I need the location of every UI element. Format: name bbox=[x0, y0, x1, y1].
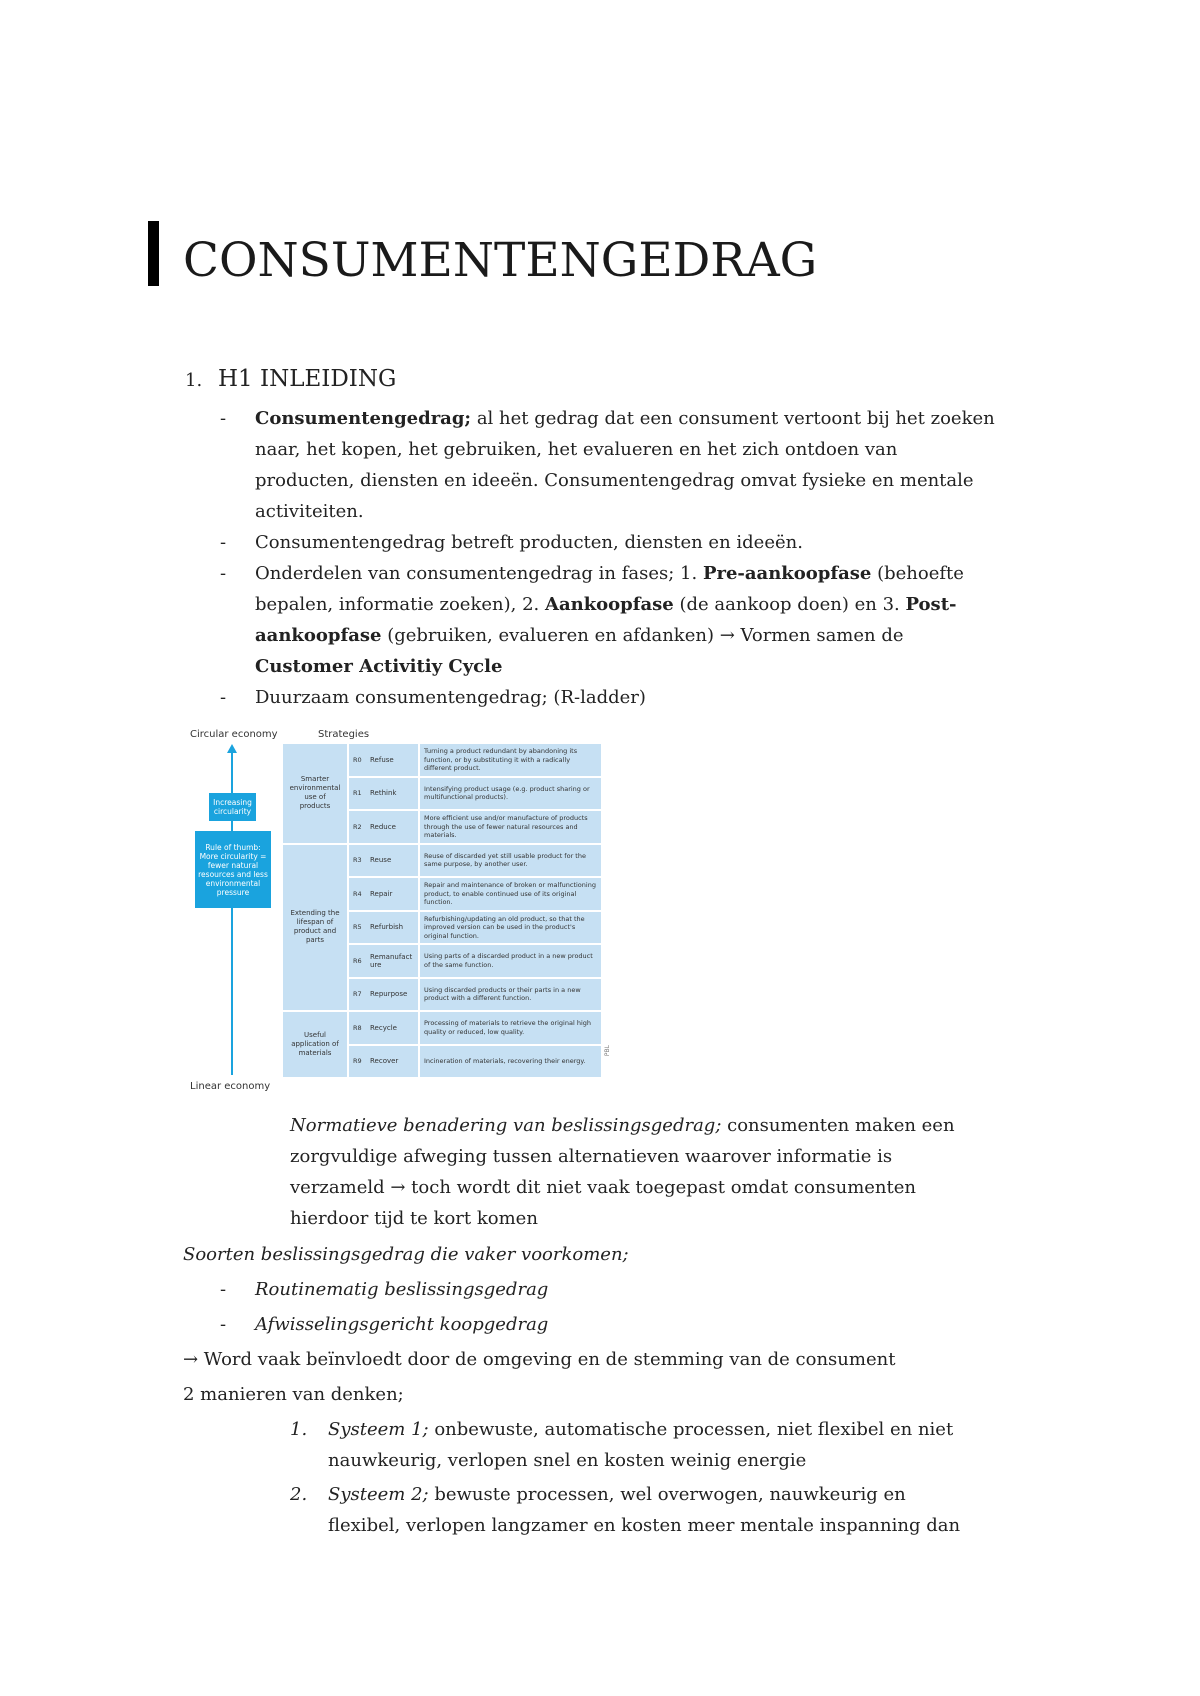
strategy-cell bbox=[349, 945, 418, 977]
strategy-cell bbox=[349, 1012, 418, 1044]
system-2-line-2: flexibel, verlopen langzamer en kosten meer mentale inspanning dan bbox=[328, 1515, 961, 1536]
strategy-code: R4 bbox=[353, 889, 362, 898]
strategy-code: R0 bbox=[353, 755, 362, 764]
group-smarter-use: Smarter environmental use of products bbox=[283, 744, 347, 843]
strategy-code: R5 bbox=[353, 923, 362, 932]
term-consumentengedrag: Consumentengedrag; bbox=[255, 408, 472, 429]
bullet-marker: - bbox=[220, 408, 227, 429]
system-1-line-1 bbox=[328, 1414, 953, 1445]
strategy-description: Reuse of discarded yet still usable product for the same purpose, by another user. bbox=[420, 845, 601, 877]
strategy-name: Recycle bbox=[370, 1023, 397, 1032]
figure-source-label: PBL bbox=[604, 1045, 611, 1057]
strategies-header: Strategies bbox=[318, 729, 370, 740]
influence-note: → Word vaak beïnvloedt door de omgeving en de stemming van de consument bbox=[183, 1349, 896, 1370]
strategy-name: Reuse bbox=[370, 856, 392, 865]
bullet-4-line-1: Duurzaam consumentengedrag; (R-ladder) bbox=[255, 687, 646, 708]
list-number: 1. bbox=[290, 1419, 308, 1440]
strategy-name: Recover bbox=[370, 1057, 399, 1066]
normative-line-4: hierdoor tijd te kort komen bbox=[290, 1208, 538, 1229]
strategy-description: Processing of materials to retrieve the original high quality or reduced, low quality. bbox=[420, 1012, 601, 1044]
increasing-circularity-box: Increasing circularity bbox=[209, 793, 256, 821]
decision-type-item: Afwisselingsgericht koopgedrag bbox=[255, 1314, 549, 1335]
system-2-text: bewuste processen, wel overwogen, nauwkeurig en bbox=[428, 1484, 906, 1505]
decision-type-item: Routinematig beslissingsgedrag bbox=[255, 1279, 549, 1300]
strategy-description: More efficient use and/or manufacture of products through the use of fewer natural resources and materials. bbox=[420, 811, 601, 843]
normative-line-2: zorgvuldige afweging tussen alternatieven waarover informatie is bbox=[290, 1146, 893, 1167]
strategy-code: R2 bbox=[353, 822, 362, 831]
strategy-name: Repurpose bbox=[370, 990, 408, 999]
phase-aankoop-desc: (de aankoop doen) en 3. bbox=[673, 594, 906, 615]
normative-term: Normatieve benadering van beslissingsgedrag; bbox=[290, 1115, 722, 1136]
phase-text: bepalen, informatie zoeken), 2. bbox=[255, 594, 545, 615]
phase-post-aankoop-desc: (gebruiken, evalueren en afdanken) → Vormen samen de bbox=[381, 625, 904, 646]
bullet-2-line-1: Consumentengedrag betreft producten, diensten en ideeën. bbox=[255, 532, 803, 553]
strategy-cell bbox=[349, 744, 418, 776]
section-title: H1 INLEIDING bbox=[218, 366, 397, 392]
group-extending-lifespan: Extending the lifespan of product and parts bbox=[283, 845, 347, 1011]
strategy-name: Rethink bbox=[370, 789, 397, 798]
r-ladder-table bbox=[283, 744, 601, 1077]
strategy-cell bbox=[349, 912, 418, 944]
circular-economy-label: Circular economy bbox=[190, 729, 278, 740]
strategy-cell bbox=[349, 845, 418, 877]
section-number: 1. bbox=[185, 370, 203, 391]
rule-of-thumb-box: Rule of thumb: More circularity = fewer natural resources and less environmental pressure bbox=[195, 831, 271, 908]
strategy-name: Repair bbox=[370, 889, 393, 898]
strategy-cell bbox=[349, 979, 418, 1011]
strategy-name: Remanufacture bbox=[370, 952, 413, 969]
title-accent-bar bbox=[148, 221, 159, 286]
thinking-heading: 2 manieren van denken; bbox=[183, 1384, 404, 1405]
strategy-cell bbox=[349, 778, 418, 810]
strategy-description: Incineration of materials, recovering their energy. bbox=[420, 1046, 601, 1078]
linear-economy-label: Linear economy bbox=[190, 1081, 271, 1092]
strategy-code: R8 bbox=[353, 1023, 362, 1032]
list-number: 2. bbox=[290, 1484, 308, 1505]
bullet-3-line-1 bbox=[255, 558, 964, 589]
system-1-line-2: nauwkeurig, verlopen snel en kosten weinig energie bbox=[328, 1450, 807, 1471]
group-useful-application: Useful application of materials bbox=[283, 1012, 347, 1077]
arrow-up-icon bbox=[227, 744, 237, 753]
strategy-code: R3 bbox=[353, 856, 362, 865]
bullet-marker: - bbox=[220, 1279, 227, 1300]
phase-pre-aankoop: Pre-aankoopfase bbox=[702, 563, 872, 584]
definition-text: al het gedrag dat een consument vertoont bij het zoeken bbox=[471, 408, 995, 429]
system-1-text: onbewuste, automatische processen, niet flexibel en niet bbox=[428, 1419, 954, 1440]
system-2-term: Systeem 2; bbox=[328, 1484, 429, 1505]
strategy-description: Using parts of a discarded product in a new product of the same function. bbox=[420, 945, 601, 977]
strategy-description: Repair and maintenance of broken or malfunctioning product, to enable continued use of its original function. bbox=[420, 878, 601, 910]
bullet-1-line-4: activiteiten. bbox=[255, 501, 364, 522]
strategy-name: Refuse bbox=[370, 755, 394, 764]
strategy-cell bbox=[349, 1046, 418, 1078]
customer-activity-cycle: Customer Activitiy Cycle bbox=[255, 656, 503, 677]
strategy-code: R9 bbox=[353, 1057, 362, 1066]
strategy-code: R7 bbox=[353, 990, 362, 999]
bullet-1-line-2: naar, het kopen, het gebruiken, het evalueren en het zich ontdoen van bbox=[255, 439, 898, 460]
decision-types-heading: Soorten beslissingsgedrag die vaker voorkomen; bbox=[183, 1244, 629, 1265]
normative-line-1 bbox=[290, 1110, 955, 1141]
strategy-cell bbox=[349, 878, 418, 910]
strategy-cell bbox=[349, 811, 418, 843]
bullet-1-line-3: producten, diensten en ideeën. Consumentengedrag omvat fysieke en mentale bbox=[255, 470, 974, 491]
strategy-description: Turning a product redundant by abandoning its function, or by substituting it with a radically different product. bbox=[420, 744, 601, 776]
phases-intro: Onderdelen van consumentengedrag in fases; 1. bbox=[255, 563, 703, 584]
strategy-description: Refurbishing/updating an old product, so that the improved version can be used in the product's original function. bbox=[420, 912, 601, 944]
system-1-term: Systeem 1; bbox=[328, 1419, 429, 1440]
normative-text: consumenten maken een bbox=[721, 1115, 955, 1136]
r-ladder-figure bbox=[188, 727, 618, 1095]
bullet-3-line-3 bbox=[255, 620, 904, 651]
bullet-marker: - bbox=[220, 687, 227, 708]
bullet-1-line-1 bbox=[255, 403, 995, 434]
strategy-description: Intensifying product usage (e.g. product sharing or multifunctional products). bbox=[420, 778, 601, 810]
phase-aankoop: Aankoopfase bbox=[544, 594, 674, 615]
system-2-line-1 bbox=[328, 1479, 906, 1510]
strategy-name: Refurbish bbox=[370, 923, 404, 932]
phase-post-aankoop-end: aankoopfase bbox=[255, 625, 382, 646]
strategy-name: Reduce bbox=[370, 822, 396, 831]
strategy-description: Using discarded products or their parts in a new product with a different function. bbox=[420, 979, 601, 1011]
strategy-code: R6 bbox=[353, 956, 362, 965]
bullet-3-line-2 bbox=[255, 589, 956, 620]
phase-pre-aankoop-desc: (behoefte bbox=[871, 563, 964, 584]
normative-line-3: verzameld → toch wordt dit niet vaak toegepast omdat consumenten bbox=[290, 1177, 917, 1198]
bullet-marker: - bbox=[220, 1314, 227, 1335]
bullet-marker: - bbox=[220, 532, 227, 553]
bullet-marker: - bbox=[220, 563, 227, 584]
phase-post-aankoop-start: Post- bbox=[905, 594, 957, 615]
strategy-code: R1 bbox=[353, 789, 362, 798]
document-title: CONSUMENTENGEDRAG bbox=[183, 233, 818, 288]
